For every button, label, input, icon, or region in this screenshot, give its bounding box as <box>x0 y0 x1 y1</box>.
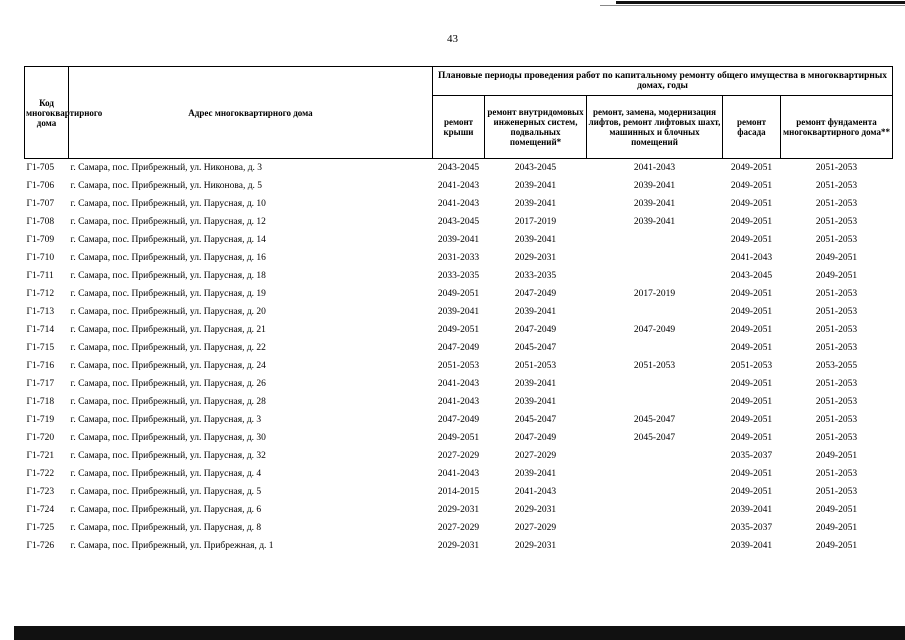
cell-systems: 2029-2031 <box>514 252 557 263</box>
cell-facade: 2049-2051 <box>730 396 773 407</box>
table-row <box>25 195 893 213</box>
table-row <box>25 303 893 321</box>
cell-address: г. Самара, пос. Прибрежный, ул. Парусная, д. 4 <box>70 468 262 479</box>
table-row <box>25 213 893 231</box>
cell-facade: 2049-2051 <box>730 378 773 389</box>
cell-address: г. Самара, пос. Прибрежный, ул. Парусная, д. 18 <box>70 270 266 281</box>
cell-elevators <box>587 501 723 519</box>
cell-foundation: 2051-2053 <box>815 162 858 173</box>
cell-roof: 2039-2041 <box>437 234 480 245</box>
cell-roof: 2049-2051 <box>437 432 480 443</box>
cell-systems: 2029-2031 <box>514 504 557 515</box>
cell-systems: 2041-2043 <box>514 486 557 497</box>
cell-facade: 2051-2053 <box>730 360 773 371</box>
cell-foundation: 2053-2055 <box>815 360 858 371</box>
cell-foundation: 2051-2053 <box>815 396 858 407</box>
cell-address: г. Самара, пос. Прибрежный, ул. Парусная, д. 5 <box>70 486 262 497</box>
table-row <box>25 393 893 411</box>
cell-facade: 2049-2051 <box>730 306 773 317</box>
header-facade: ремонт фасада <box>723 96 781 159</box>
header-foundation: ремонт фундамента многоквартирного дома** <box>781 96 893 159</box>
table-header <box>25 67 893 159</box>
cell-elevators: 2047-2049 <box>633 324 676 335</box>
cell-foundation: 2049-2051 <box>815 540 858 551</box>
cell-roof: 2027-2029 <box>437 450 480 461</box>
table-row <box>25 429 893 447</box>
cell-roof: 2041-2043 <box>437 180 480 191</box>
cell-elevators <box>587 339 723 357</box>
cell-facade: 2049-2051 <box>730 324 773 335</box>
cell-code: Г1-708 <box>26 216 55 227</box>
table-row <box>25 339 893 357</box>
cell-code: Г1-725 <box>26 522 55 533</box>
cell-address: г. Самара, пос. Прибрежный, ул. Парусная, д. 3 <box>70 414 262 425</box>
header-roof: ремонт крыши <box>433 96 485 159</box>
cell-systems: 2039-2041 <box>514 234 557 245</box>
table-row <box>25 465 893 483</box>
cell-code: Г1-715 <box>26 342 55 353</box>
cell-elevators: 2041-2043 <box>633 162 676 173</box>
cell-systems: 2039-2041 <box>514 378 557 389</box>
top-border-line <box>616 1 905 4</box>
cell-roof: 2029-2031 <box>437 504 480 515</box>
table-row <box>25 285 893 303</box>
cell-code: Г1-718 <box>26 396 55 407</box>
cell-code: Г1-723 <box>26 486 55 497</box>
cell-code: Г1-722 <box>26 468 55 479</box>
table-row <box>25 537 893 555</box>
header-systems: ремонт внутридомовых инженерных систем, подвальных помещений* <box>485 96 587 159</box>
cell-elevators: 2017-2019 <box>633 288 676 299</box>
cell-elevators <box>587 249 723 267</box>
cell-elevators: 2045-2047 <box>633 432 676 443</box>
cell-facade: 2049-2051 <box>730 432 773 443</box>
cell-roof: 2049-2051 <box>437 324 480 335</box>
bottom-scan-border <box>14 626 905 640</box>
cell-elevators: 2051-2053 <box>633 360 676 371</box>
page-number: 43 <box>447 33 458 45</box>
cell-roof: 2043-2045 <box>437 162 480 173</box>
cell-elevators <box>587 447 723 465</box>
cell-foundation: 2051-2053 <box>815 198 858 209</box>
cell-foundation: 2051-2053 <box>815 486 858 497</box>
cell-systems: 2047-2049 <box>514 324 557 335</box>
cell-elevators <box>587 519 723 537</box>
table-row <box>25 519 893 537</box>
cell-elevators <box>587 537 723 555</box>
cell-roof: 2029-2031 <box>437 540 480 551</box>
table-row <box>25 267 893 285</box>
cell-foundation: 2051-2053 <box>815 216 858 227</box>
cell-address: г. Самара, пос. Прибрежный, ул. Парусная, д. 24 <box>70 360 266 371</box>
cell-address: г. Самара, пос. Прибрежный, ул. Парусная, д. 30 <box>70 432 266 443</box>
cell-elevators <box>587 375 723 393</box>
cell-address: г. Самара, пос. Прибрежный, ул. Парусная, д. 12 <box>70 216 266 227</box>
cell-address: г. Самара, пос. Прибрежный, ул. Прибрежная, д. 1 <box>70 540 274 551</box>
cell-foundation: 2051-2053 <box>815 468 858 479</box>
cell-systems: 2043-2045 <box>514 162 557 173</box>
table-row <box>25 501 893 519</box>
top-thin-line <box>600 5 905 6</box>
table-row <box>25 249 893 267</box>
cell-systems: 2047-2049 <box>514 432 557 443</box>
cell-code: Г1-707 <box>26 198 55 209</box>
table-row <box>25 231 893 249</box>
cell-code: Г1-724 <box>26 504 55 515</box>
cell-facade: 2049-2051 <box>730 468 773 479</box>
table-row <box>25 447 893 465</box>
table-row <box>25 357 893 375</box>
header-code: Код многоквартирного дома <box>25 67 69 159</box>
cell-elevators: 2039-2041 <box>633 198 676 209</box>
cell-code: Г1-721 <box>26 450 55 461</box>
cell-code: Г1-710 <box>26 252 55 263</box>
cell-code: Г1-717 <box>26 378 55 389</box>
cell-foundation: 2049-2051 <box>815 522 858 533</box>
cell-roof: 2041-2043 <box>437 396 480 407</box>
cell-foundation: 2051-2053 <box>815 342 858 353</box>
table-row <box>25 177 893 195</box>
cell-facade: 2049-2051 <box>730 198 773 209</box>
cell-address: г. Самара, пос. Прибрежный, ул. Парусная, д. 16 <box>70 252 266 263</box>
cell-roof: 2033-2035 <box>437 270 480 281</box>
cell-facade: 2049-2051 <box>730 486 773 497</box>
cell-address: г. Самара, пос. Прибрежный, ул. Парусная, д. 22 <box>70 342 266 353</box>
cell-roof: 2041-2043 <box>437 468 480 479</box>
cell-code: Г1-713 <box>26 306 55 317</box>
cell-systems: 2033-2035 <box>514 270 557 281</box>
cell-elevators <box>587 393 723 411</box>
cell-facade: 2049-2051 <box>730 414 773 425</box>
cell-foundation: 2049-2051 <box>815 252 858 263</box>
cell-foundation: 2049-2051 <box>815 450 858 461</box>
cell-code: Г1-714 <box>26 324 55 335</box>
cell-systems: 2047-2049 <box>514 288 557 299</box>
cell-roof: 2047-2049 <box>437 414 480 425</box>
cell-address: г. Самара, пос. Прибрежный, ул. Никонова, д. 5 <box>70 180 263 191</box>
cell-foundation: 2051-2053 <box>815 234 858 245</box>
header-elevators: ремонт, замена, модернизация лифтов, ремонт лифтовых шахт, машинных и блочных помещений <box>587 96 723 159</box>
cell-facade: 2041-2043 <box>730 252 773 263</box>
cell-facade: 2049-2051 <box>730 180 773 191</box>
cell-address: г. Самара, пос. Прибрежный, ул. Парусная, д. 14 <box>70 234 266 245</box>
cell-roof: 2014-2015 <box>437 486 480 497</box>
cell-elevators <box>587 267 723 285</box>
cell-roof: 2047-2049 <box>437 342 480 353</box>
cell-foundation: 2049-2051 <box>815 504 858 515</box>
cell-facade: 2039-2041 <box>730 540 773 551</box>
cell-elevators <box>587 303 723 321</box>
cell-address: г. Самара, пос. Прибрежный, ул. Парусная, д. 26 <box>70 378 266 389</box>
cell-facade: 2049-2051 <box>730 288 773 299</box>
cell-address: г. Самара, пос. Прибрежный, ул. Парусная, д. 19 <box>70 288 266 299</box>
cell-elevators: 2039-2041 <box>633 216 676 227</box>
cell-foundation: 2051-2053 <box>815 432 858 443</box>
cell-facade: 2035-2037 <box>730 522 773 533</box>
cell-address: г. Самара, пос. Прибрежный, ул. Никонова, д. 3 <box>70 162 263 173</box>
cell-facade: 2049-2051 <box>730 216 773 227</box>
cell-code: Г1-719 <box>26 414 55 425</box>
table-body <box>25 159 893 556</box>
cell-elevators <box>587 483 723 501</box>
cell-systems: 2045-2047 <box>514 414 557 425</box>
table-row <box>25 483 893 501</box>
cell-address: г. Самара, пос. Прибрежный, ул. Парусная, д. 28 <box>70 396 266 407</box>
header-address: Адрес многоквартирного дома <box>69 67 433 159</box>
cell-code: Г1-716 <box>26 360 55 371</box>
cell-code: Г1-709 <box>26 234 55 245</box>
cell-elevators <box>587 465 723 483</box>
cell-foundation: 2051-2053 <box>815 324 858 335</box>
cell-address: г. Самара, пос. Прибрежный, ул. Парусная, д. 10 <box>70 198 266 209</box>
cell-systems: 2051-2053 <box>514 360 557 371</box>
cell-address: г. Самара, пос. Прибрежный, ул. Парусная, д. 21 <box>70 324 266 335</box>
cell-code: Г1-720 <box>26 432 55 443</box>
cell-elevators: 2045-2047 <box>633 414 676 425</box>
cell-code: Г1-712 <box>26 288 55 299</box>
cell-facade: 2049-2051 <box>730 234 773 245</box>
cell-address: г. Самара, пос. Прибрежный, ул. Парусная, д. 32 <box>70 450 266 461</box>
cell-systems: 2039-2041 <box>514 180 557 191</box>
cell-code: Г1-711 <box>26 270 54 281</box>
cell-systems: 2027-2029 <box>514 450 557 461</box>
cell-elevators <box>587 231 723 249</box>
table-row <box>25 321 893 339</box>
cell-systems: 2045-2047 <box>514 342 557 353</box>
cell-facade: 2049-2051 <box>730 342 773 353</box>
table-row <box>25 411 893 429</box>
cell-facade: 2049-2051 <box>730 162 773 173</box>
cell-systems: 2029-2031 <box>514 540 557 551</box>
cell-address: г. Самара, пос. Прибрежный, ул. Парусная, д. 20 <box>70 306 266 317</box>
cell-foundation: 2051-2053 <box>815 180 858 191</box>
table-row <box>25 159 893 178</box>
cell-roof: 2041-2043 <box>437 198 480 209</box>
cell-address: г. Самара, пос. Прибрежный, ул. Парусная, д. 6 <box>70 504 262 515</box>
cell-roof: 2051-2053 <box>437 360 480 371</box>
cell-roof: 2043-2045 <box>437 216 480 227</box>
table-row <box>25 375 893 393</box>
cell-foundation: 2049-2051 <box>815 270 858 281</box>
cell-code: Г1-706 <box>26 180 55 191</box>
cell-foundation: 2051-2053 <box>815 306 858 317</box>
cell-code: Г1-726 <box>26 540 55 551</box>
capital-repair-table <box>24 66 893 555</box>
cell-roof: 2041-2043 <box>437 378 480 389</box>
cell-roof: 2039-2041 <box>437 306 480 317</box>
cell-roof: 2031-2033 <box>437 252 480 263</box>
cell-roof: 2049-2051 <box>437 288 480 299</box>
cell-facade: 2039-2041 <box>730 504 773 515</box>
cell-systems: 2039-2041 <box>514 198 557 209</box>
cell-systems: 2039-2041 <box>514 468 557 479</box>
cell-facade: 2035-2037 <box>730 450 773 461</box>
cell-foundation: 2051-2053 <box>815 378 858 389</box>
cell-address: г. Самара, пос. Прибрежный, ул. Парусная, д. 8 <box>70 522 262 533</box>
cell-code: Г1-705 <box>26 162 55 173</box>
cell-systems: 2039-2041 <box>514 306 557 317</box>
cell-foundation: 2051-2053 <box>815 288 858 299</box>
cell-facade: 2043-2045 <box>730 270 773 281</box>
cell-systems: 2039-2041 <box>514 396 557 407</box>
cell-roof: 2027-2029 <box>437 522 480 533</box>
cell-systems: 2027-2029 <box>514 522 557 533</box>
header-group: Плановые периоды проведения работ по капитальному ремонту общего имущества в многоквартирных домах, годы <box>433 67 893 96</box>
cell-foundation: 2051-2053 <box>815 414 858 425</box>
cell-systems: 2017-2019 <box>514 216 557 227</box>
cell-elevators: 2039-2041 <box>633 180 676 191</box>
